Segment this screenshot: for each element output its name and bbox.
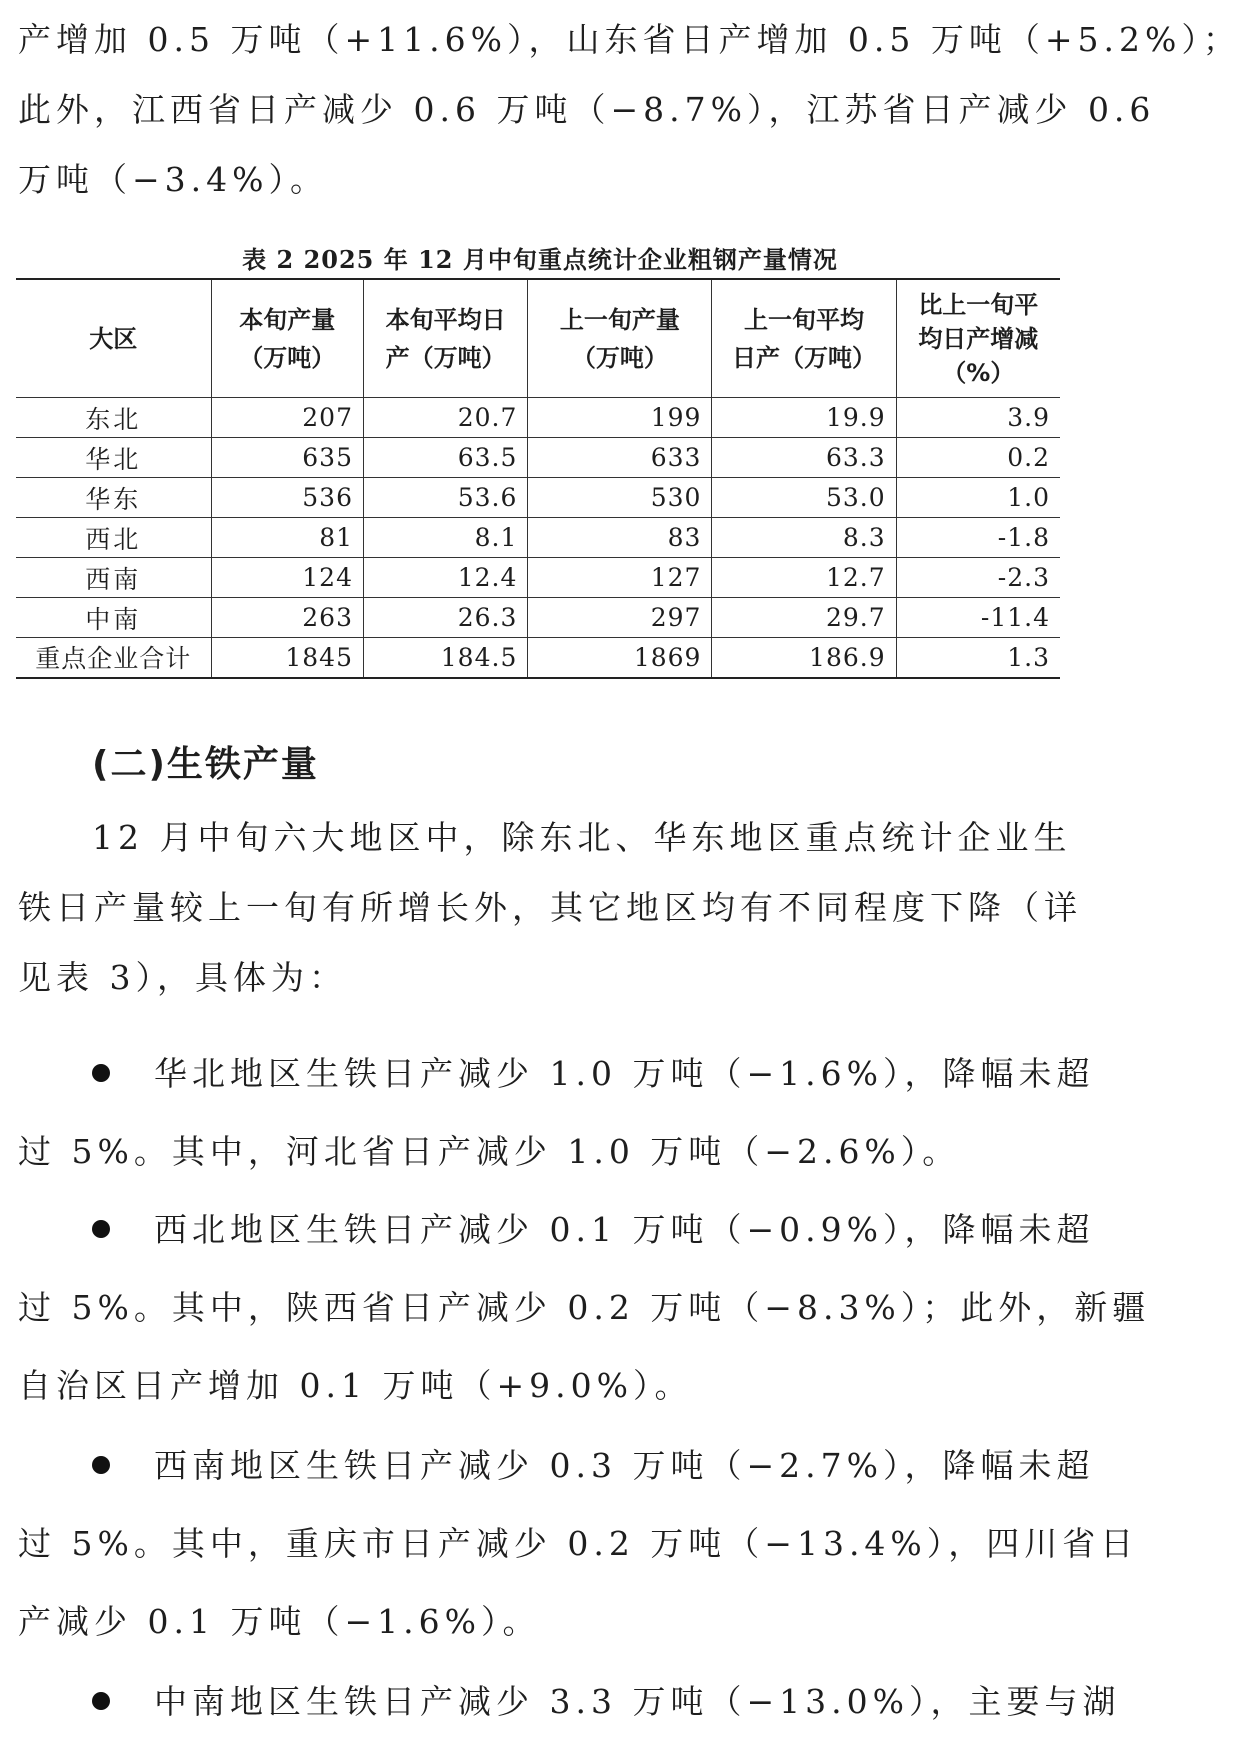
bullet-dot-icon [92,1456,110,1474]
cell-current-daily: 12.4 [364,558,528,598]
table-row [16,558,1060,598]
cell-previous-daily: 8.3 [712,518,896,558]
table-row [16,518,1060,558]
cell-previous-daily: 63.3 [712,438,896,478]
bullet-dot-icon [92,1220,110,1238]
cell-previous-output: 297 [528,598,712,638]
cell-current-daily: 20.7 [364,398,528,438]
cell-current-output: 81 [211,518,363,558]
header-previous-output: 上一旬产量 （万吨） [528,279,712,398]
intro-line: 产增加 0.5 万吨（+11.6%），山东省日产增加 0.5 万吨（+5.2%）； [18,20,1241,59]
table-row [16,398,1060,438]
bullet-item: 西南地区生铁日产减少 0.3 万吨（−2.7%），降幅未超 [92,1444,1058,1488]
header-region: 大区 [16,279,211,398]
header-daily-change: 比上一旬平 均日产增减 （%） [896,279,1060,398]
paragraph-line: 铁日产量较上一旬有所增长外，其它地区均有不同程度下降（详 [18,888,1082,927]
cell-previous-daily: 19.9 [712,398,896,438]
cell-current-output: 536 [211,478,363,518]
cell-daily-change: 1.3 [896,638,1060,678]
cell-region: 西北 [16,518,211,558]
header-previous-daily: 上一旬平均 日产（万吨） [712,279,896,398]
cell-current-daily: 26.3 [364,598,528,638]
cell-daily-change: 0.2 [896,438,1060,478]
cell-current-daily: 53.6 [364,478,528,518]
cell-region: 华北 [16,438,211,478]
paragraph-line: 12 月中旬六大地区中，除东北、华东地区重点统计企业生 [92,818,1072,857]
cell-region: 重点企业合计 [16,638,211,678]
bullet-item: 华北地区生铁日产减少 1.0 万吨（−1.6%），降幅未超 [92,1052,1058,1096]
cell-daily-change: 3.9 [896,398,1060,438]
table-row [16,478,1060,518]
intro-line: 此外，江西省日产减少 0.6 万吨（−8.7%），江苏省日产减少 0.6 [18,90,1156,129]
cell-previous-daily: 186.9 [712,638,896,678]
cell-previous-output: 199 [528,398,712,438]
cell-previous-daily: 53.0 [712,478,896,518]
cell-previous-output: 127 [528,558,712,598]
intro-line: 万吨（−3.4%）。 [18,160,328,199]
bullet-continuation: 过 5%。其中，重庆市日产减少 0.2 万吨（−13.4%），四川省日 [18,1524,1139,1563]
cell-previous-output: 83 [528,518,712,558]
cell-current-output: 1845 [211,638,363,678]
cell-daily-change: -1.8 [896,518,1060,558]
bullet-continuation: 自治区日产增加 0.1 万吨（+9.0%）。 [18,1366,693,1405]
table-total-row [16,638,1060,678]
bullet-dot-icon [92,1692,110,1710]
cell-current-output: 207 [211,398,363,438]
bullet-item: 中南地区生铁日产减少 3.3 万吨（−13.0%），主要与湖 [92,1680,1058,1724]
cell-current-output: 263 [211,598,363,638]
paragraph-line: 见表 3），具体为： [18,958,347,997]
table-row [16,438,1060,478]
crude-steel-table [16,278,1060,679]
header-current-daily: 本旬平均日 产（万吨） [364,279,528,398]
cell-daily-change: -11.4 [896,598,1060,638]
cell-region: 华东 [16,478,211,518]
cell-current-output: 635 [211,438,363,478]
cell-previous-output: 530 [528,478,712,518]
bullet-dot-icon [92,1064,110,1082]
table-caption: 表 2 2025 年 12 月中旬重点统计企业粗钢产量情况 [242,245,838,274]
cell-region: 中南 [16,598,211,638]
cell-region: 东北 [16,398,211,438]
header-current-output: 本旬产量 （万吨） [211,279,363,398]
cell-current-output: 124 [211,558,363,598]
cell-current-daily: 63.5 [364,438,528,478]
cell-daily-change: -2.3 [896,558,1060,598]
bullet-continuation: 过 5%。其中，陕西省日产减少 0.2 万吨（−8.3%）；此外，新疆 [18,1288,1151,1327]
cell-previous-output: 1869 [528,638,712,678]
cell-previous-daily: 12.7 [712,558,896,598]
cell-daily-change: 1.0 [896,478,1060,518]
table-row [16,598,1060,638]
bullet-continuation: 过 5%。其中，河北省日产减少 1.0 万吨（−2.6%）。 [18,1132,961,1171]
cell-region: 西南 [16,558,211,598]
cell-current-daily: 8.1 [364,518,528,558]
table-header-row [16,279,1060,398]
cell-current-daily: 184.5 [364,638,528,678]
cell-previous-daily: 29.7 [712,598,896,638]
cell-previous-output: 633 [528,438,712,478]
bullet-continuation: 产减少 0.1 万吨（−1.6%）。 [18,1602,541,1641]
section-title: (二)生铁产量 [92,744,319,785]
bullet-item: 西北地区生铁日产减少 0.1 万吨（−0.9%），降幅未超 [92,1208,1058,1252]
